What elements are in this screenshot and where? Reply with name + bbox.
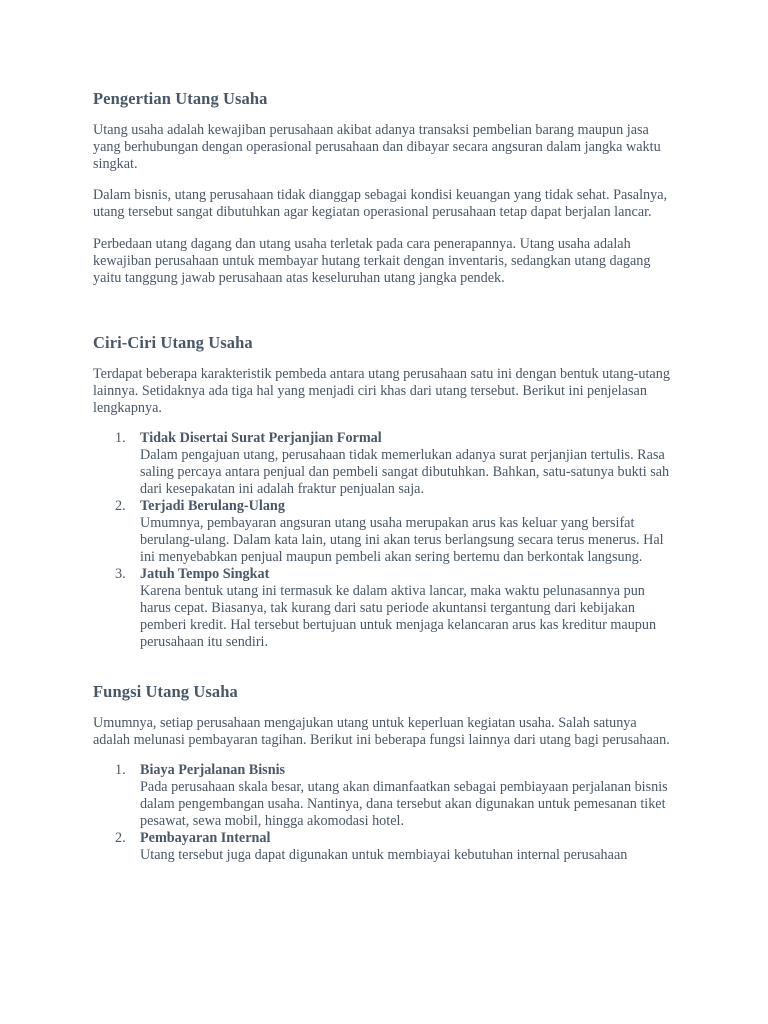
list-item-body: Karena bentuk utang ini termasuk ke dalam aktiva lancar, maka waktu pelunasannya pun harus cepat. Biasanya, tak kurang dari satu periode akuntansi tergantung dari kebijakan pemberi kredit. Hal tersebut bertujuan untuk menjaga kelancaran arus kas kreditur maupun perusahaan itu sendiri. [140,583,657,650]
list-item [93,498,673,566]
list-item-body: Pada perusahaan skala besar, utang akan dimanfaatkan sebagai pembiayaan perjalanan bisnis dalam pengembangan usaha. Nantinya, dana tersebut akan digunakan untuk pemesanan tiket pesawat, sewa mobil, hingga akomodasi hotel. [140,779,668,829]
list-item [93,566,673,651]
paragraph: Utang usaha adalah kewajiban perusahaan akibat adanya transaksi pembelian barang maupun jasa yang berhubungan dengan operasional perusahaan dan dibayar secara angsuran dalam jangka waktu singkat. [93,122,661,172]
list-number: 3. [115,566,126,582]
section-heading: Pengertian Utang Usaha [93,89,268,108]
list-number: 1. [115,762,126,778]
paragraph: Umumnya, setiap perusahaan mengajukan utang untuk keperluan kegiatan usaha. Salah satunya adalah melunasi pembayaran tagihan. Berikut ini beberapa fungsi lainnya dari utang bagi perusahaan. [93,715,670,748]
list-item-title: Terjadi Berulang-Ulang [140,498,285,514]
list-item [93,830,673,864]
list-item-body: Utang tersebut juga dapat digunakan untuk membiayai kebutuhan internal perusahaan [140,847,628,863]
list-item-title: Tidak Disertai Surat Perjanjian Formal [140,430,382,446]
paragraph: Perbedaan utang dagang dan utang usaha terletak pada cara penerapannya. Utang usaha adalah kewajiban perusahaan untuk membayar hutang terkait dengan inventaris, sedangkan utang dagang yaitu tanggung jawab perusahaan atas keseluruhan utang jangka pendek. [93,236,651,286]
document-page [93,86,673,864]
list-item [93,762,673,830]
list-item [93,430,673,498]
list-number: 2. [115,830,126,846]
list-item-title: Jatuh Tempo Singkat [140,566,270,582]
section-heading: Fungsi Utang Usaha [93,682,238,701]
numbered-list [93,430,673,651]
numbered-list [93,762,673,864]
paragraph: Terdapat beberapa karakteristik pembeda antara utang perusahaan satu ini dengan bentuk utang-utang lainnya. Setidaknya ada tiga hal yang menjadi ciri khas dari utang tersebut. Berikut ini penjelasan lengkapnya. [93,366,670,416]
list-item-body: Umumnya, pembayaran angsuran utang usaha merupakan arus kas keluar yang bersifat berulang-ulang. Dalam kata lain, utang ini akan terus berlangsung secara terus menerus. Hal ini menyebabkan penjual maupun pembeli akan sering bertemu dan berkontak langsung. [140,515,664,565]
section-heading: Ciri-Ciri Utang Usaha [93,333,253,352]
list-number: 2. [115,498,126,514]
list-item-title: Pembayaran Internal [140,830,271,846]
list-item-title: Biaya Perjalanan Bisnis [140,762,286,778]
paragraph: Dalam bisnis, utang perusahaan tidak dianggap sebagai kondisi keuangan yang tidak sehat. Pasalnya, utang tersebut sangat dibutuhkan agar kegiatan operasional perusahaan tetap dapat berjalan lancar. [93,187,668,220]
list-item-body: Dalam pengajuan utang, perusahaan tidak memerlukan adanya surat perjanjian tertulis. Rasa saling percaya antara penjual dan pembeli sangat dibutuhkan. Bahkan, satu-satunya bukti sah dari kesepakatan ini adalah fraktur penjualan saja. [140,447,670,497]
list-number: 1. [115,430,126,446]
